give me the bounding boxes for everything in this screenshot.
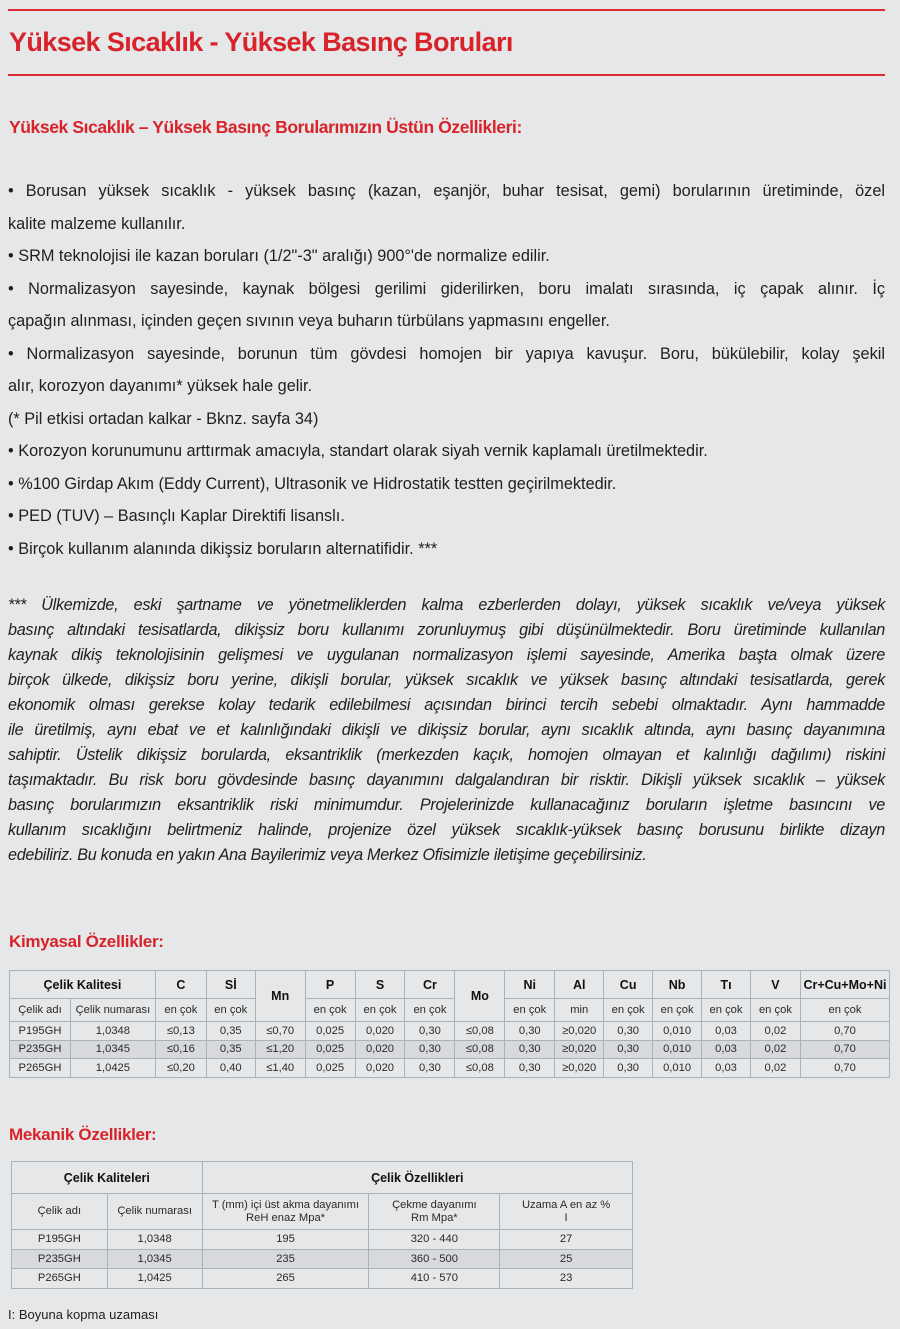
- cell: 0,02: [750, 1040, 800, 1059]
- cell: 0,30: [604, 1040, 653, 1059]
- cell: 0,020: [355, 1022, 405, 1041]
- cell: 0,30: [405, 1022, 455, 1041]
- header-text: Çekme dayanımı: [392, 1198, 477, 1211]
- cell: 0,70: [800, 1022, 889, 1041]
- limit-ti: en çok: [702, 999, 751, 1022]
- note-line: basınç altındaki tesisatlarda, dikişsiz boru kullanımı zorunluymuş gibi düşünülmektedir. Boru üretiminde kullanılan: [8, 621, 885, 639]
- col-header-s: S: [355, 971, 405, 999]
- limit-nb: en çok: [653, 999, 702, 1022]
- note-line: sahiptir. Üstelik dikişsiz borularda, eksantriklik (merkezden kaçık, homojen olmayan et kalınlığı dağılımı) riskini: [8, 746, 885, 764]
- col-header-si: Sİ: [206, 971, 255, 999]
- cell: ≤0,70: [255, 1022, 305, 1041]
- note-line: birçok ülkede, dikişsiz boru yerine, dikişli borular, yüksek sıcaklık ve yüksek basınç altındaki tesisatlarda, gerek: [8, 671, 885, 689]
- cell: 410 - 570: [369, 1269, 500, 1289]
- col-header-p: P: [305, 971, 355, 999]
- header-text: Çelik numarası: [117, 1205, 192, 1217]
- cell: ≥0,020: [555, 1040, 604, 1059]
- cell: 1,0348: [70, 1022, 155, 1041]
- col-header-number: [107, 1194, 202, 1230]
- cell: P265GH: [10, 1059, 71, 1078]
- feature-line: çapağın alınması, içinden geçen sıvının veya buharın türbülans yapmasını engeller.: [8, 312, 610, 330]
- cell: 0,02: [750, 1059, 800, 1078]
- feature-footnote: (* Pil etkisi ortadan kalkar - Bknz. sayfa 34): [8, 409, 319, 428]
- col-header-al: Al: [555, 971, 604, 999]
- cell: 265: [202, 1269, 369, 1289]
- elongation-footnote: I: Boyuna kopma uzaması: [8, 1307, 159, 1322]
- cell: ≤0,08: [455, 1059, 505, 1078]
- col-header-c: C: [155, 971, 206, 999]
- col-header-mn: Mn: [255, 971, 305, 1022]
- cell: ≥0,020: [555, 1022, 604, 1041]
- cell: 23: [500, 1269, 633, 1289]
- cell: 0,020: [355, 1059, 405, 1078]
- cell: P235GH: [12, 1249, 108, 1269]
- cell: ≤0,08: [455, 1022, 505, 1041]
- cell: 0,02: [750, 1022, 800, 1041]
- cell: 0,010: [653, 1059, 702, 1078]
- group-header-steel-quality: Çelik Kalitesi: [10, 971, 156, 999]
- cell: 0,70: [800, 1040, 889, 1059]
- note-line: ekonomik olması gerekse kolay tedarik edilebilmesi açısından birinci tercih sebebi olmaktadır. Aynı hammadde: [8, 696, 885, 714]
- limit-c: en çok: [155, 999, 206, 1022]
- col-header-nb: Nb: [653, 971, 702, 999]
- cell: 0,010: [653, 1040, 702, 1059]
- limit-s: en çok: [355, 999, 405, 1022]
- cell: 0,35: [206, 1040, 255, 1059]
- col-header-ni: Ni: [505, 971, 555, 999]
- cell: 0,70: [800, 1059, 889, 1078]
- chemical-properties-table: [9, 970, 890, 1078]
- note-line: taşımaktadır. Bu risk boru gövdesinde basınç dayanımını dalgalandıran bir risktir. Dikişli yüksek sıcaklık – yüksek: [8, 771, 885, 789]
- cell: 1,0345: [70, 1040, 155, 1059]
- col-header-mo: Mo: [455, 971, 505, 1022]
- group-header-steel-properties: Çelik Özellikleri: [202, 1162, 632, 1194]
- cell: 360 - 500: [369, 1249, 500, 1269]
- header-text: Rm Mpa*: [411, 1211, 458, 1224]
- feature-line: • Birçok kullanım alanında dikişsiz boruların alternatifidir. ***: [8, 539, 438, 558]
- cell: 0,30: [505, 1059, 555, 1078]
- note-line: ile üretilmiş, aynı ebat ve et kalınlığındaki dikişli ve dikişsiz borular, aynı sıcaklık altında, aynı basınç dayanımına: [8, 721, 885, 739]
- cell: 0,025: [305, 1022, 355, 1041]
- cell: 0,020: [355, 1040, 405, 1059]
- cell: P195GH: [10, 1022, 71, 1041]
- cell: 0,025: [305, 1040, 355, 1059]
- col-header-v: V: [750, 971, 800, 999]
- limit-p: en çok: [305, 999, 355, 1022]
- cell: 0,03: [702, 1059, 751, 1078]
- cell: 0,30: [505, 1022, 555, 1041]
- cell: 0,30: [405, 1040, 455, 1059]
- cell: ≤1,40: [255, 1059, 305, 1078]
- cell: P265GH: [12, 1269, 108, 1289]
- chemical-heading: Kimyasal Özellikler:: [9, 932, 164, 951]
- cell: 0,30: [604, 1022, 653, 1041]
- note-line: *** Ülkemizde, eski şartname ve yönetmeliklerden kalma ezberlerden dolayı, yüksek sıcaklık ve/veya yüksek: [8, 596, 885, 614]
- feature-line: alır, korozyon dayanımı* yüksek hale gelir.: [8, 377, 313, 395]
- cell: 0,30: [405, 1059, 455, 1078]
- col-header-elongation: [500, 1194, 633, 1230]
- col-header-cu: Cu: [604, 971, 653, 999]
- feature-line: • SRM teknolojisi ile kazan boruları (1/2"-3" aralığı) 900°'de normalize edilir.: [8, 247, 550, 265]
- limit-al: min: [555, 999, 604, 1022]
- sub-header-name: Çelik adı: [10, 999, 71, 1022]
- cell: 1,0425: [70, 1059, 155, 1078]
- note-line: basınç borularımızın eksantriklik riski minimumdur. Projelerinizde kullanacağınız boruların işletme basıncını ve: [8, 796, 885, 814]
- limit-ni: en çok: [505, 999, 555, 1022]
- limit-cu: en çok: [604, 999, 653, 1022]
- limit-v: en çok: [750, 999, 800, 1022]
- cell: 1,0345: [107, 1249, 202, 1269]
- cell: 0,35: [206, 1022, 255, 1041]
- cell: 0,03: [702, 1040, 751, 1059]
- cell: 0,025: [305, 1059, 355, 1078]
- header-text: Çelik adı: [37, 1205, 82, 1217]
- limit-sum: en çok: [800, 999, 889, 1022]
- note-line: kullanım sıcaklığını belirtmeniz halinde, projenize özel yüksek sıcaklık-yüksek basınç borusunu birlikte dizayn: [8, 821, 885, 839]
- mechanical-properties-table: [11, 1161, 633, 1289]
- cell: 27: [500, 1230, 633, 1250]
- cell: 0,40: [206, 1059, 255, 1078]
- table-row: [10, 1040, 890, 1059]
- cell: ≤1,20: [255, 1040, 305, 1059]
- cell: 0,30: [505, 1040, 555, 1059]
- page-title: Yüksek Sıcaklık - Yüksek Basınç Boruları: [9, 27, 513, 57]
- top-divider: [8, 9, 885, 11]
- note-line: edebiliriz. Bu konuda en yakın Ana Bayilerimiz veya Merkez Ofisimizle iletişime geçebilirsiniz.: [8, 846, 647, 864]
- cell: 1,0425: [107, 1269, 202, 1289]
- col-header-yield-strength: [202, 1194, 369, 1230]
- header-text: T (mm) içi üst akma dayanımı: [211, 1198, 360, 1211]
- cell: P195GH: [12, 1230, 108, 1250]
- col-header-ti: Tı: [702, 971, 751, 999]
- sub-header-number: Çelik numarası: [70, 999, 155, 1022]
- header-text: I: [564, 1211, 568, 1224]
- header-text: ReH enaz Mpa*: [246, 1211, 326, 1224]
- feature-line: • Normalizasyon sayesinde, borunun tüm gövdesi homojen bir yapıya kavuşur. Boru, bükülebilir, kolay şekil: [8, 344, 885, 363]
- cell: ≤0,13: [155, 1022, 206, 1041]
- title-divider: [8, 74, 885, 76]
- col-header-tensile-strength: [369, 1194, 500, 1230]
- cell: 0,010: [653, 1022, 702, 1041]
- header-text: Uzama A en az %: [521, 1198, 611, 1211]
- features-heading: Yüksek Sıcaklık – Yüksek Basınç Borularımızın Üstün Özellikleri:: [9, 117, 522, 137]
- cell: P235GH: [10, 1040, 71, 1059]
- col-header-name: [12, 1194, 108, 1230]
- cell: 1,0348: [107, 1230, 202, 1250]
- feature-line: • %100 Girdap Akım (Eddy Current), Ultrasonik ve Hidrostatik testten geçirilmektedir.: [8, 474, 617, 493]
- cell: ≤0,20: [155, 1059, 206, 1078]
- cell: 0,03: [702, 1022, 751, 1041]
- feature-line: • PED (TUV) – Basınçlı Kaplar Direktifi lisanslı.: [8, 507, 345, 525]
- cell: 195: [202, 1230, 369, 1250]
- col-header-sum: Cr+Cu+Mo+Ni: [800, 971, 889, 999]
- cell: 25: [500, 1249, 633, 1269]
- group-header-steel-qualities: Çelik Kaliteleri: [12, 1162, 203, 1194]
- table-row: [12, 1230, 633, 1250]
- col-header-cr: Cr: [405, 971, 455, 999]
- feature-line: kalite malzeme kullanılır.: [8, 214, 186, 233]
- cell: ≥0,020: [555, 1059, 604, 1078]
- limit-cr: en çok: [405, 999, 455, 1022]
- table-row: [12, 1249, 633, 1269]
- cell: 235: [202, 1249, 369, 1269]
- features-list: [8, 179, 885, 569]
- note-line: kaynak dikiş teknolojisinin gelişmesi ve uygulanan normalizasyon işlemi sayesinde, Amerika başta olmak üzere: [8, 646, 885, 664]
- mechanical-heading: Mekanik Özellikler:: [9, 1125, 157, 1144]
- cell: ≤0,08: [455, 1040, 505, 1059]
- table-row: [12, 1269, 633, 1289]
- cell: 0,30: [604, 1059, 653, 1078]
- table-row: [10, 1059, 890, 1078]
- table-row: [10, 1022, 890, 1041]
- feature-line: • Korozyon korunumunu arttırmak amacıyla, standart olarak siyah vernik kaplamalı üretilmektedir.: [8, 442, 708, 460]
- explanatory-note: [8, 594, 885, 869]
- limit-si: en çok: [206, 999, 255, 1022]
- feature-line: • Borusan yüksek sıcaklık - yüksek basınç (kazan, eşanjör, buhar tesisat, gemi) borularının üretiminde, özel: [8, 182, 885, 200]
- cell: 320 - 440: [369, 1230, 500, 1250]
- feature-line: • Normalizasyon sayesinde, kaynak bölgesi gerilimi giderilirken, boru imalatı sırasında, iç çapak alınır. İç: [8, 279, 885, 298]
- cell: ≤0,16: [155, 1040, 206, 1059]
